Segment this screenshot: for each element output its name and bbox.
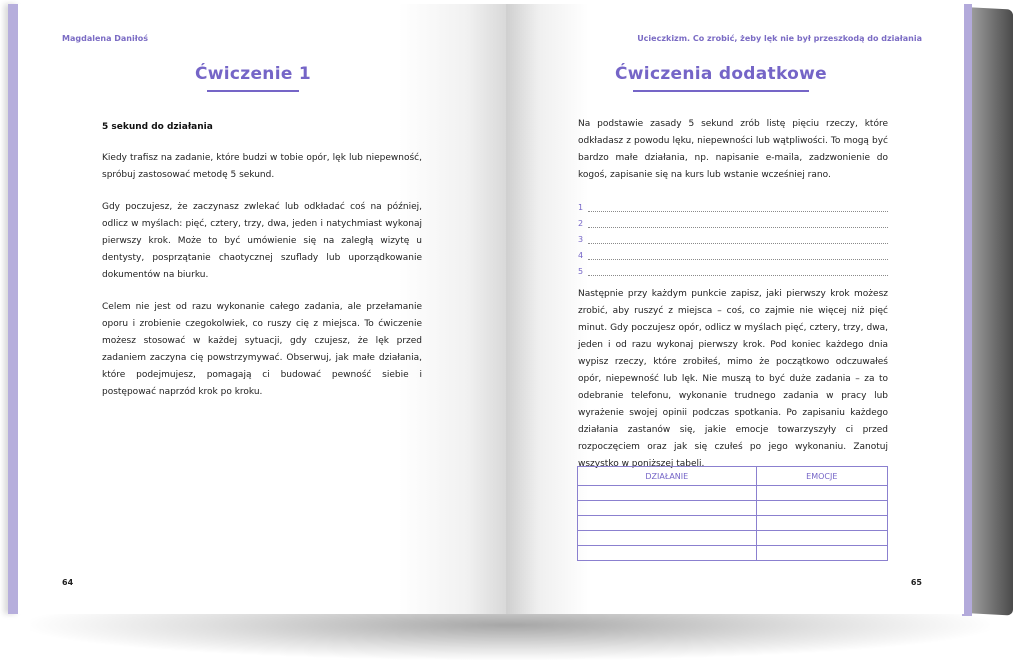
table-cell[interactable] — [578, 546, 757, 561]
table-cell[interactable] — [756, 501, 887, 516]
table-row — [578, 501, 888, 516]
table-cell[interactable] — [578, 516, 757, 531]
table-row — [578, 531, 888, 546]
page-title — [168, 64, 338, 92]
table-row — [578, 516, 888, 531]
action-emotion-table — [577, 466, 888, 561]
paragraph: Gdy poczujesz, że zaczynasz zwlekać lub odkładać coś na później, odlicz w myślach: pięć, cztery, trzy, dwa, jeden i natychmiast wykonaj pierwszy krok. Może to być umówienie się na zaległą wizytę u dentysty, posprzątanie chaotycznej szuflady lub uporządkowanie dokumentów na biurku. — [102, 202, 422, 280]
list-item[interactable] — [578, 212, 888, 228]
table-row — [578, 546, 888, 561]
list-item[interactable] — [578, 196, 888, 212]
table-cell[interactable] — [578, 531, 757, 546]
page-title-text: Ćwiczenia dodatkowe — [615, 64, 827, 84]
list-number: 1 — [578, 203, 584, 212]
list-item[interactable] — [578, 260, 888, 276]
write-line — [588, 249, 888, 260]
list-item[interactable] — [578, 228, 888, 244]
intro-text — [578, 116, 888, 199]
list-number: 4 — [578, 251, 584, 260]
title-underline — [633, 90, 809, 92]
running-header-title: Ucieczkizm. Co zrobić, żeby lęk nie był przeszkodą do działania — [637, 34, 922, 43]
write-line — [588, 265, 888, 276]
page-title — [606, 64, 836, 92]
page-number: 64 — [62, 578, 74, 587]
table-row — [578, 486, 888, 501]
table-header-emotion: EMOCJE — [756, 467, 887, 486]
numbered-list — [578, 196, 888, 276]
paragraph: Kiedy trafisz na zadanie, które budzi w tobie opór, lęk lub niepewność, spróbuj zastosować metodę 5 sekund. — [102, 153, 422, 180]
paragraph: Celem nie jest od razu wykonanie całego zadania, ale przełamanie oporu i zrobienie czegokolwiek, co ruszy cię z miejsca. To ćwiczenie możesz stosować w każdej sytuacji, gdy czujesz, że lęk przed zadaniem zaczyna cię powstrzymywać. Obserwuj, jak małe działania, które podejmujesz, pomagają ci budować pewność siebie i postępować naprzód krok po kroku. — [102, 302, 422, 397]
table-header-action: DZIAŁANIE — [578, 467, 757, 486]
table-cell[interactable] — [578, 486, 757, 501]
list-number: 5 — [578, 267, 584, 276]
table-header-row — [578, 467, 888, 486]
list-item[interactable] — [578, 244, 888, 260]
paragraph: Następnie przy każdym punkcie zapisz, jaki pierwszy krok możesz zrobić, aby ruszyć z miejsca – coś, co zajmie nie więcej niż pięć minut. Gdy poczujesz opór, odlicz w myślach pięć, cztery, trzy, dwa, jeden i od razu wykonaj pierwszy krok. Pod koniec każdego dnia wypisz rzeczy, które zrobiłeś, mimo że początkowo odczuwałeś opór, niepewność lub lęk. Nie muszą to być duże zadania – za to odebranie telefonu, wykonanie trudnego zadania w pracy lub wyrażenie swojej opinii podczas spotkania. Po zapisaniu każdego działania zastanów się, jakie emocje towarzyszyły ci przed rozpoczęciem oraz jak się czułeś po jego wykonaniu. Zanotuj wszystko w poniższej tabeli. — [578, 289, 888, 469]
running-header-author: Magdalena Daniłoś — [62, 34, 148, 43]
instructions-text — [578, 286, 888, 488]
title-underline — [207, 90, 299, 92]
table-cell[interactable] — [756, 516, 887, 531]
write-line — [588, 217, 888, 228]
left-body-text — [102, 150, 422, 416]
page-title-text: Ćwiczenie 1 — [194, 64, 312, 84]
page-number: 65 — [910, 578, 922, 587]
left-page — [18, 4, 506, 614]
list-number: 2 — [578, 219, 584, 228]
table-cell[interactable] — [756, 531, 887, 546]
paragraph: Na podstawie zasady 5 sekund zrób listę pięciu rzeczy, które odkładasz z powodu lęku, niepewności lub wątpliwości. To mogą być bardzo małe działania, np. napisanie e-maila, zadzwonienie do kogoś, zapisanie się na kurs lub wstanie wcześniej rano. — [578, 119, 888, 180]
table-cell[interactable] — [756, 486, 887, 501]
list-number: 3 — [578, 235, 584, 244]
right-page — [506, 4, 964, 614]
write-line — [588, 201, 888, 212]
exercise-subheading: 5 sekund do działania — [102, 122, 213, 132]
table-cell[interactable] — [756, 546, 887, 561]
table-cell[interactable] — [578, 501, 757, 516]
write-line — [588, 233, 888, 244]
